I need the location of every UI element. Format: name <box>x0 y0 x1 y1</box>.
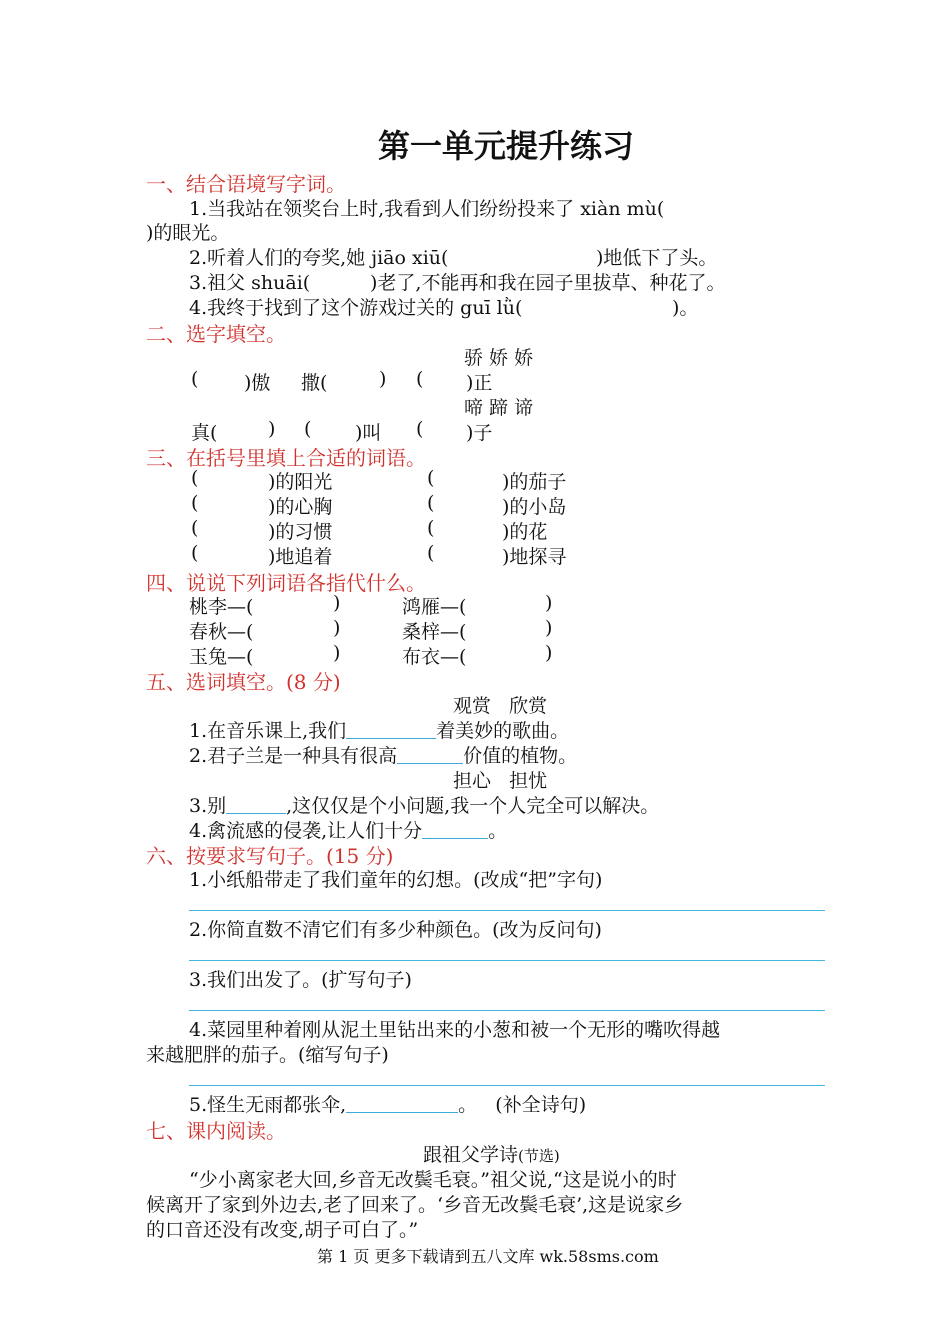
q3-right-2: )的小岛 <box>502 496 567 518</box>
q3-open: ( <box>191 517 199 539</box>
q2-r2-open2: ( <box>416 418 424 440</box>
page-footer: 第 1 页 更多下载请到五八文库 wk.58sms.com <box>317 1247 659 1266</box>
q3-open: ( <box>191 467 199 489</box>
q5-line-1 <box>189 716 569 743</box>
q5-line-3 <box>189 791 659 818</box>
section-7-heading: 七、课内阅读。 <box>146 1119 286 1143</box>
q6-line-4b: 来越肥胖的茄子。(缩写句子) <box>146 1044 389 1066</box>
section-5-heading: 五、选词填空。(8 分) <box>146 670 341 694</box>
q6-blank-5[interactable] <box>346 1094 458 1113</box>
q3-open: ( <box>191 542 199 564</box>
q4-left-1: 桃李—( <box>189 596 254 618</box>
q2-r2-jiao: )叫 <box>355 422 382 444</box>
reading-title-text: 跟祖父学诗 <box>423 1144 519 1166</box>
q5-blank-3[interactable] <box>226 795 286 814</box>
q1-line-3a: 3.祖父 shuāi( <box>189 272 311 294</box>
q5-line-1-end: 着美妙的歌曲。 <box>436 720 570 742</box>
q4-close: ) <box>545 642 553 664</box>
q4-close: ) <box>333 592 341 614</box>
reading-title-note: (节选) <box>518 1147 560 1165</box>
q5-line-4-text: 4.禽流感的侵袭,让人们十分 <box>189 820 423 842</box>
q6-line-5-text: 5.怪生无雨都张伞, <box>189 1094 347 1116</box>
q4-close: ) <box>333 642 341 664</box>
reading-para-line-3: 的口音还没有改变,胡子可白了。” <box>146 1219 419 1241</box>
q4-close: ) <box>545 592 553 614</box>
q5-blank-2[interactable] <box>397 745 463 764</box>
q2-choices-1: 骄 娇 娇 <box>464 347 534 369</box>
q2-r1-sa: 撒( <box>301 372 328 394</box>
q3-open: ( <box>427 492 435 514</box>
q2-r2-open: ( <box>304 418 312 440</box>
q3-left-2: )的心胸 <box>268 496 333 518</box>
q5-blank-4[interactable] <box>422 820 488 839</box>
q2-r1-open: ( <box>191 368 199 390</box>
q3-right-3: )的花 <box>502 521 548 543</box>
q1-line-4b: )。 <box>672 297 699 319</box>
q5-line-4-end: 。 <box>488 820 508 842</box>
q3-left-1: )的阳光 <box>268 471 333 493</box>
q2-r1-open2: ( <box>416 368 424 390</box>
q6-answer-line-4[interactable] <box>189 1085 825 1086</box>
q4-left-3: 玉兔—( <box>189 646 254 668</box>
page-title: 第一单元提升练习 <box>378 127 635 165</box>
q2-r1-close: ) <box>379 368 387 390</box>
q3-open: ( <box>427 467 435 489</box>
q5-line-2 <box>189 741 577 768</box>
section-4-heading: 四、说说下列词语各指代什么。 <box>146 571 426 595</box>
q3-left-3: )的习惯 <box>268 521 333 543</box>
q2-choices-2: 啼 蹄 谛 <box>464 397 534 419</box>
q5-choices-2: 担心 担忧 <box>453 770 548 792</box>
q5-line-2-end: 价值的植物。 <box>463 745 578 767</box>
reading-title <box>423 1140 560 1167</box>
q5-blank-1[interactable] <box>346 720 436 739</box>
q3-right-4: )地探寻 <box>502 546 567 568</box>
q2-r1-zheng: )正 <box>466 372 493 394</box>
q4-right-3: 布衣—( <box>402 646 467 668</box>
q5-choices-1: 观赏 欣赏 <box>453 695 548 717</box>
q5-line-1-text: 1.在音乐课上,我们 <box>189 720 347 742</box>
q6-answer-line-1[interactable] <box>189 910 825 911</box>
q3-open: ( <box>427 517 435 539</box>
q1-line-1b: )的眼光。 <box>146 222 230 244</box>
q6-answer-line-3[interactable] <box>189 1010 825 1011</box>
q6-line-4a: 4.菜园里种着刚从泥土里钻出来的小葱和被一个无形的嘴吹得越 <box>189 1019 721 1041</box>
section-3-heading: 三、在括号里填上合适的词语。 <box>146 446 426 470</box>
q2-r2-zhen: 真( <box>191 422 218 444</box>
reading-para-line-2: 候离开了家到外边去,老了回来了。‘乡音无改鬓毛衰’,这是说家乡 <box>146 1194 684 1216</box>
q1-line-2a: 2.听着人们的夸奖,她 jiāo xiū( <box>189 247 449 269</box>
q5-line-2-text: 2.君子兰是一种具有很高 <box>189 745 398 767</box>
q1-line-3b: )老了,不能再和我在园子里拔草、种花了。 <box>370 272 726 294</box>
q3-open: ( <box>191 492 199 514</box>
q4-right-1: 鸿雁—( <box>402 596 467 618</box>
q3-left-4: )地追着 <box>268 546 333 568</box>
q3-open: ( <box>427 542 435 564</box>
q1-line-4a: 4.我终于找到了这个游戏过关的 guī lǜ( <box>189 297 523 319</box>
q4-left-2: 春秋—( <box>189 621 254 643</box>
q6-line-5-end: 。 (补全诗句) <box>458 1094 587 1116</box>
q5-line-3-text: 3.别 <box>189 795 227 817</box>
section-2-heading: 二、选字填空。 <box>146 322 286 346</box>
section-6-heading: 六、按要求写句子。(15 分) <box>146 844 394 868</box>
q1-line-2b: )地低下了头。 <box>596 247 718 269</box>
q5-line-3-end: ,这仅仅是个小问题,我一个人完全可以解决。 <box>286 795 660 817</box>
q4-right-2: 桑梓—( <box>402 621 467 643</box>
q6-line-5 <box>189 1090 586 1117</box>
q6-line-3: 3.我们出发了。(扩写句子) <box>189 969 412 991</box>
q2-r2-close: ) <box>268 418 276 440</box>
q5-line-4 <box>189 816 507 843</box>
q4-close: ) <box>545 617 553 639</box>
q4-close: ) <box>333 617 341 639</box>
q2-r1-ao: )傲 <box>244 372 271 394</box>
q1-line-1: 1.当我站在领奖台上时,我看到人们纷纷投来了 xiàn mù( <box>189 198 665 220</box>
q3-right-1: )的茄子 <box>502 471 567 493</box>
q6-answer-line-2[interactable] <box>189 960 825 961</box>
reading-para-line-1: “少小离家老大回,乡音无改鬓毛衰。”祖父说,“这是说小的时 <box>189 1169 677 1191</box>
q6-line-1: 1.小纸船带走了我们童年的幻想。(改成“把”字句) <box>189 869 603 891</box>
section-1-heading: 一、结合语境写字词。 <box>146 172 346 196</box>
q2-r2-zi: )子 <box>466 422 493 444</box>
q6-line-2: 2.你简直数不清它们有多少种颜色。(改为反问句) <box>189 919 602 941</box>
